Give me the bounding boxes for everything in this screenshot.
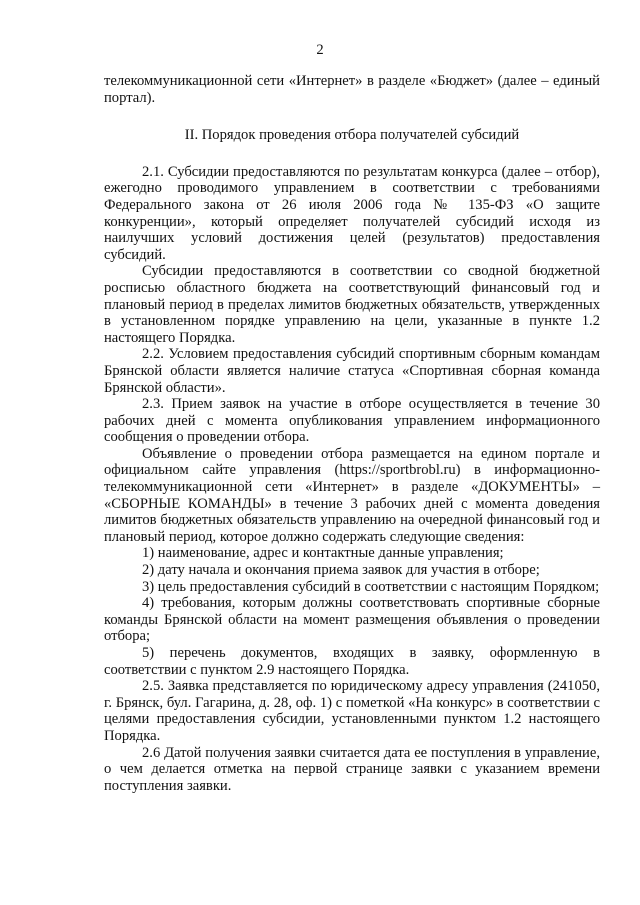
list-item-2: 2) дату начала и окончания приема заявок для участия в отборе; [142,562,540,579]
section-heading: II. Порядок проведения отбора получателей субсидий [184,127,520,144]
spacer [104,106,600,127]
paragraph-2-3: 2.3. Прием заявок на участие в отборе осуществляется в течение 30 рабочих дней с момента опубликования управлением информационного сообщения о проведении отбора. [104,396,600,446]
paragraph-continuation: телекоммуникационной сети «Интернет» в разделе «Бюджет» (далее – единый портал). [104,73,600,106]
paragraph-2-2: 2.2. Условием предоставления субсидий спортивным сборным командам Брянской области является наличие статуса «Спортивная сборная команда Брянской области». [104,346,600,396]
list-item-1: 1) наименование, адрес и контактные данные управления; [142,545,504,562]
page-number: 2 [316,42,324,58]
list-item-3: 3) цель предоставления субсидий в соответствии с настоящим Порядком; [142,578,600,595]
spacer [104,144,600,164]
list-item-4: 4) требования, которым должны соответствовать спортивные сборные команды Брянской области на момент размещения объявления о проведении отбора; [104,595,600,645]
paragraph-2-1: 2.1. Субсидии предоставляются по результатам конкурса (далее – отбор), ежегодно проводимого управлением в соответствии с требованиями Федерального закона от 26 июля 2006 года № 135-ФЗ «О защите конкуренции», который определяет получателей субсидий исходя из наилучших условий достижения целей (результатов) предоставления субсидий. [104,163,600,263]
paragraph-subsidies-budget: Субсидии предоставляются в соответствии со сводной бюджетной росписью областного бюджета на соответствующий финансовый год и плановый период в пределах лимитов бюджетных обязательств, утвержденных в установленном порядке управлению на цели, указанные в пункте 1.2 настоящего Порядка. [104,263,600,346]
paragraph-announcement: Объявление о проведении отбора размещается на едином портале и официальном сайте управления (https://sportbrobl.ru) в информационно-телекоммуникационной сети «Интернет» в разделе «ДОКУМЕНТЫ» – «СБОРНЫЕ КОМАНДЫ» в течение 3 рабочих дней с момента доведения лимитов бюджетных обязательств управлению на очередной финансовый год и плановый период, которое должно содержать следующие сведения: [104,445,600,545]
list-item-5: 5) перечень документов, входящих в заявку, оформленную в соответствии с пунктом 2.9 настоящего Порядка. [104,645,600,678]
paragraph-2-6: 2.6 Датой получения заявки считается дата ее поступления в управление, о чем делается отметка на первой странице заявки с указанием времени поступления заявки. [104,744,600,794]
paragraph-2-5: 2.5. Заявка представляется по юридическому адресу управления (241050, г. Брянск, бул. Гагарина, д. 28, оф. 1) с пометкой «На конкурс» в соответствии с целями предоставления субсидии, установленными пунктом 1.2 настоящего Порядка. [104,678,600,744]
document-body [104,73,600,794]
